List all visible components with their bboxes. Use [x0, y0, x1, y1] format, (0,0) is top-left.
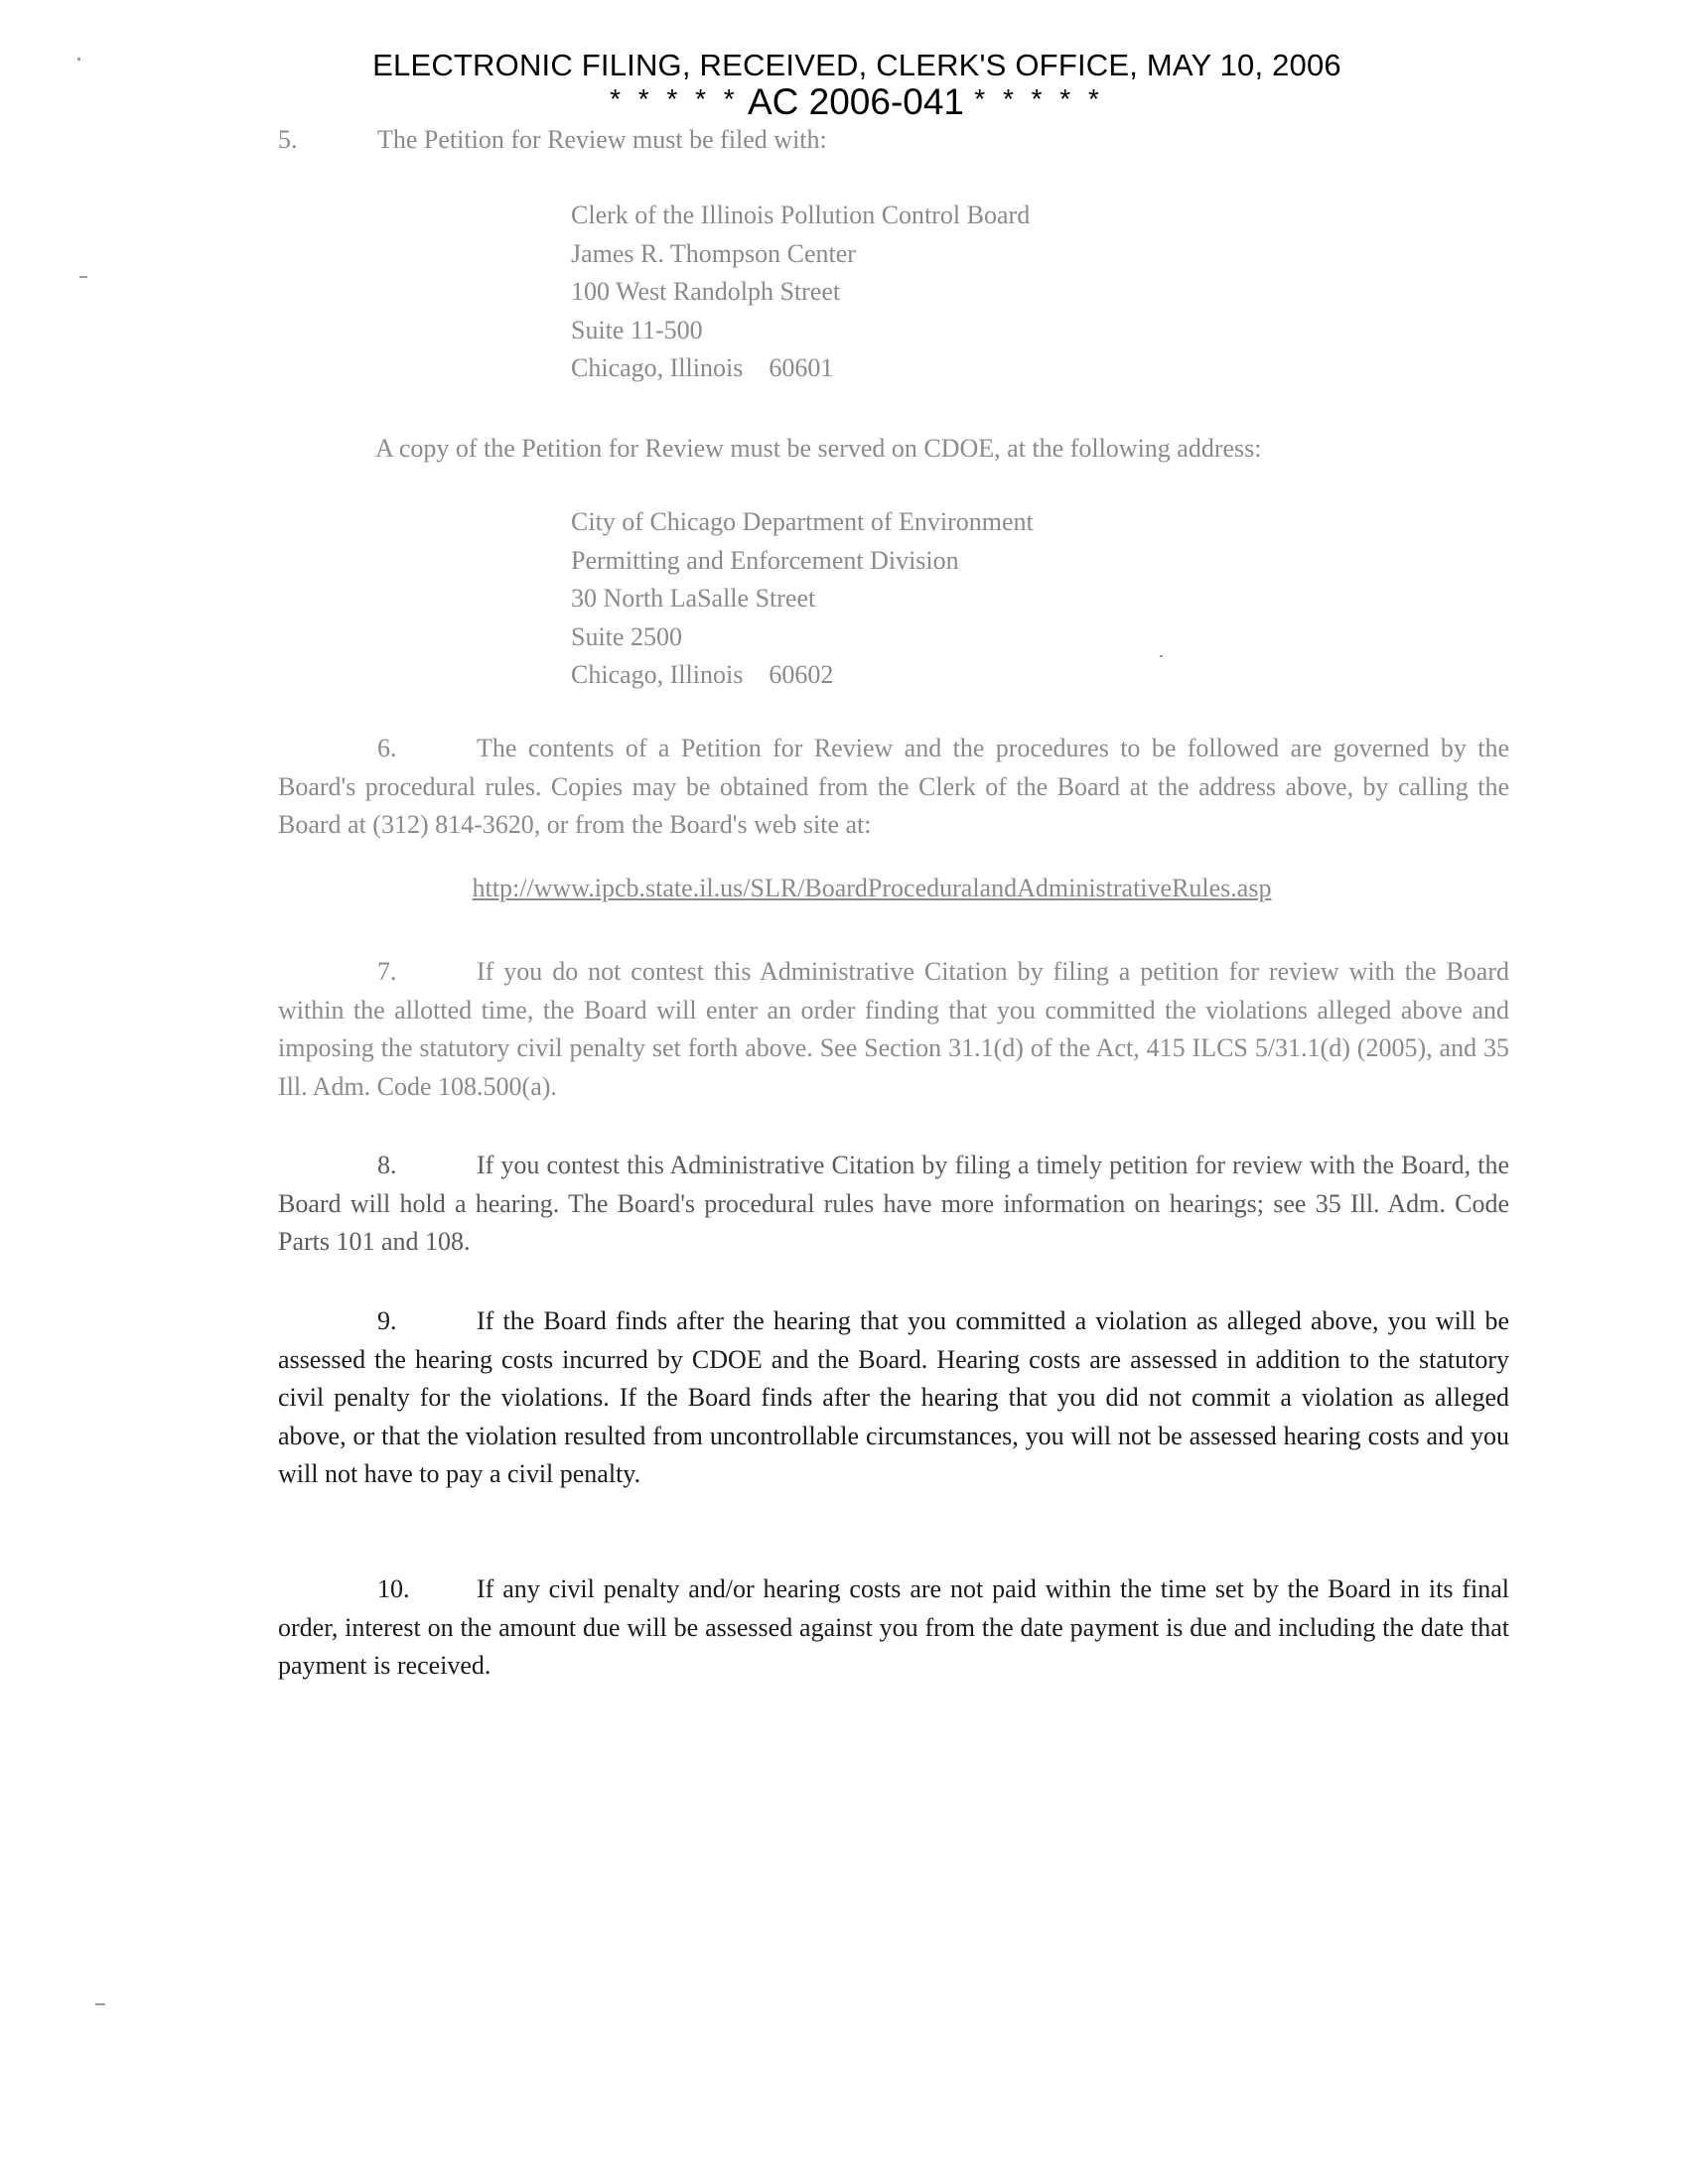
stars-right: * * * * *: [974, 83, 1104, 114]
cdoe-address-line: Chicago, Illinois 60602: [571, 660, 834, 689]
item-9-text: If the Board finds after the hearing that you committed a violation as alleged above, you will be assessed the hearing costs incurred by CDOE and the Board. Hearing costs are assessed in addition to the statutory civil penalty for the violations. If the Board finds after the hearing that you did not commit a violation as alleged above, or that the violation resulted from uncontrollable circumstances, you will not be assessed hearing costs and you will not have to pay a civil penalty.: [278, 1306, 1509, 1488]
stars-left: * * * * *: [610, 83, 740, 114]
item-5-number: 5.: [278, 125, 298, 154]
copy-service-text: A copy of the Petition for Review must be served on CDOE, at the following address:: [375, 434, 1262, 463]
scan-speck: [79, 276, 87, 278]
filing-stamp: ELECTRONIC FILING, RECEIVED, CLERK'S OFFICE, MAY 10, 2006: [372, 48, 1341, 82]
scan-speck: [95, 2003, 105, 2005]
item-6-text: The contents of a Petition for Review and the procedures to be followed are governed by the Board's procedural rules. Copies may be obtained from the Clerk of the Board at the address above, by calling the Board at (312) 814-3620, or from the Board's web site at:: [278, 734, 1509, 839]
item-7-number: 7.: [377, 957, 397, 986]
board-rules-link[interactable]: http://www.ipcb.state.il.us/SLR/BoardProceduralandAdministrativeRules.asp: [472, 874, 1272, 902]
clerk-address-line: James R. Thompson Center: [571, 238, 856, 268]
item-7-text: If you do not contest this Administrative Citation by filing a petition for review with the Board within the allotted time, the Board will enter an order finding that you committed the violations alleged above and imposing the statutory civil penalty set forth above. See Section 31.1(d) of the Act, 415 ILCS 5/31.1(d) (2005), and 35 Ill. Adm. Code 108.500(a).: [278, 957, 1509, 1101]
clerk-address: [571, 197, 1030, 388]
item-10-number: 10.: [377, 1574, 410, 1603]
item-6-number: 6.: [377, 734, 397, 762]
scan-speck: [1160, 655, 1163, 657]
item-7-paragraph: [278, 953, 1509, 1106]
case-number: AC 2006-041: [747, 81, 964, 122]
cdoe-address-line: Suite 2500: [571, 621, 682, 651]
item-5-text: The Petition for Review must be filed with:: [377, 125, 827, 154]
cdoe-address-line: 30 North LaSalle Street: [571, 584, 816, 613]
item-10-paragraph: [278, 1570, 1509, 1686]
item-9-paragraph: [278, 1302, 1509, 1494]
item-9-number: 9.: [377, 1306, 397, 1335]
clerk-address-line: Chicago, Illinois 60601: [571, 353, 834, 382]
item-8-paragraph: [278, 1147, 1509, 1262]
clerk-address-line: Suite 11-500: [571, 315, 703, 344]
item-5-heading: [278, 121, 827, 159]
clerk-address-line: Clerk of the Illinois Pollution Control Board: [571, 201, 1031, 229]
item-6-paragraph: [278, 730, 1509, 845]
item-8-text: If you contest this Administrative Citation by filing a timely petition for review with the Board, the Board will hold a hearing. The Board's procedural rules have more information on hearings; see 35 Ill. Adm. Code Parts 101 and 108.: [278, 1151, 1509, 1256]
cdoe-address-line: City of Chicago Department of Environment: [571, 507, 1034, 536]
case-number-line: [0, 81, 1684, 123]
cdoe-address: [571, 503, 1034, 695]
item-8-number: 8.: [377, 1151, 397, 1179]
scan-speck: [77, 58, 80, 61]
clerk-address-line: 100 West Randolph Street: [571, 277, 841, 306]
item-10-text: If any civil penalty and/or hearing costs are not paid within the time set by the Board in its final order, interest on the amount due will be assessed against you from the date payment is due and including the date that payment is received.: [278, 1574, 1509, 1680]
cdoe-address-line: Permitting and Enforcement Division: [571, 545, 959, 575]
